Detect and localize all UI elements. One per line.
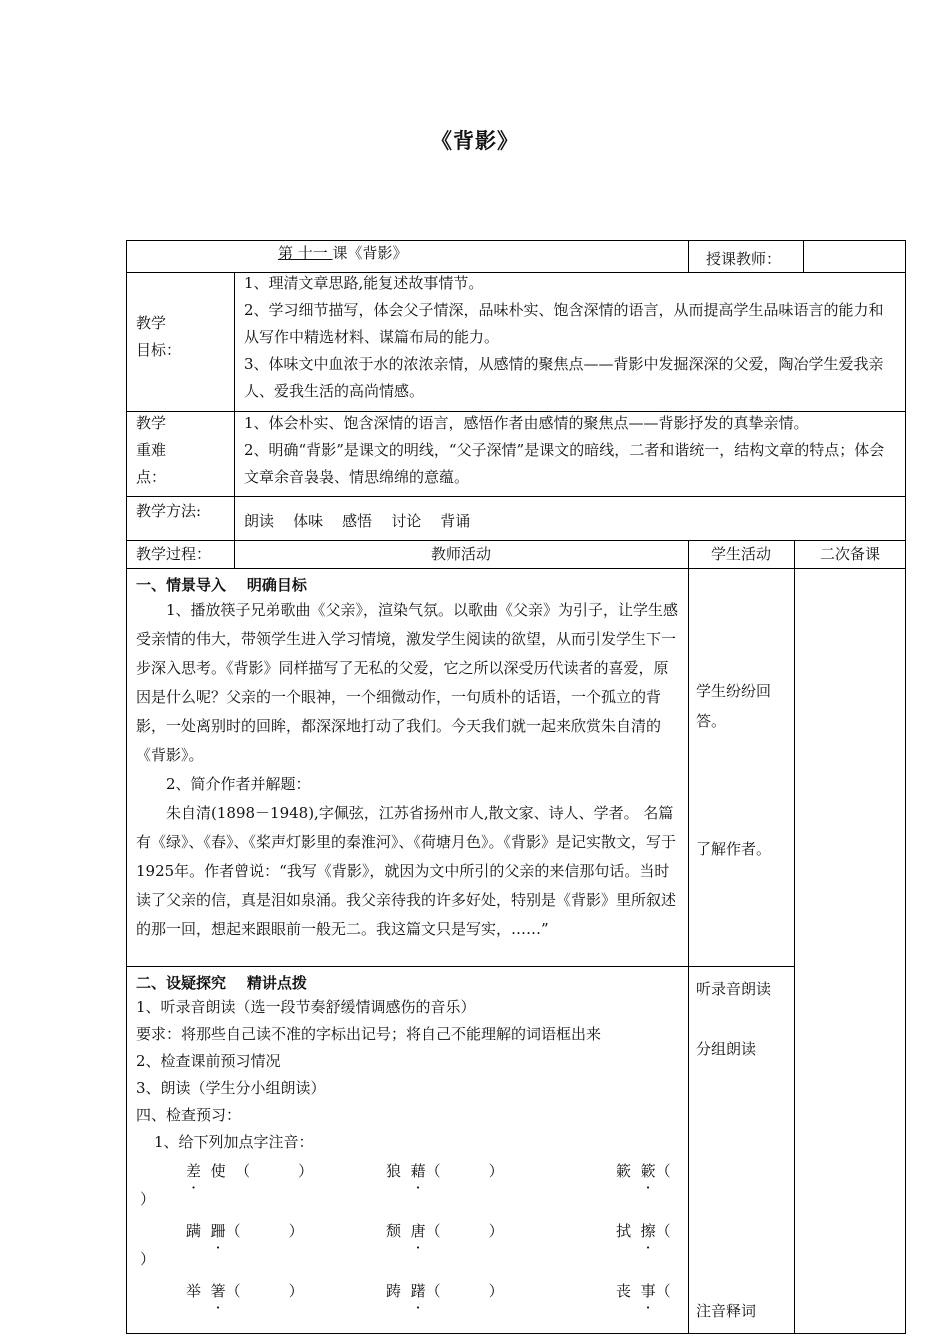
lesson-number: 第 十一 [278,244,333,262]
answer-open-paren: （ [225,1222,241,1240]
pinyin-dotted-char: 事 [640,1282,656,1300]
pinyin-char: 狼 [386,1162,402,1180]
key-points-content [244,410,898,491]
table-border-top [126,240,906,241]
lesson-title [278,240,408,267]
pinyin-dotted-char: 藉 [410,1162,426,1180]
pinyin-char: 簌 [616,1162,632,1180]
pinyin-char: 举 [186,1282,202,1300]
pinyin-char: 颓 [386,1222,402,1240]
answer-open-paren: （ [425,1162,441,1180]
section1-paragraph: 2、简介作者并解题： [166,775,311,793]
key-point-item: 2、明确“背影”是课文的明线，“父子深情”是课文的暗线，二者和谐统一，结构文章的特点；体会文章余音袅袅、情思绵绵的意蕴。 [244,441,885,486]
lesson-plan-table [126,240,906,1334]
pinyin-dotted-char: 箸 [210,1282,226,1300]
section2-line: 1、听录音朗读（选一段节奏舒缓情调感伤的音乐） [136,998,476,1016]
section1-paragraph: 朱自清(1898－1948),字佩弦，江苏省扬州市人,散文家、诗人、学者。 名篇有《绿》、《春》、《桨声灯影里的秦淮河》、《荷塘月色》。《背影》是记实散文，写于1925年。作者曾说：“我写《背影》，就因为文中所引的父亲的来信那句话。当时读了父亲的信，真是泪如泉涌。我父亲待我的许多好处，特别是《背影》里所叙述的那一回，想起来跟眼前一般无二。我这篇文只是写实，……” [136,804,677,938]
table-border-right [905,240,906,1334]
pinyin-dotted-char: 擦 [640,1222,656,1240]
answer-open-paren: （ [655,1162,671,1180]
student-annotate: 注音释词 [696,1302,757,1320]
pinyin-item [186,1158,313,1185]
pinyin-dotted-char: 簌 [640,1162,656,1180]
process-label: 教学过程： [136,545,212,563]
pinyin-dotted-char: 使 [210,1162,226,1180]
answer-open-paren: （ [425,1282,441,1300]
answer-close-paren: ） [288,1282,304,1300]
pinyin-char: 丧 [616,1282,632,1300]
page-title: 《背影》 [431,128,519,153]
col-divider [688,540,689,1334]
pinyin-char: 蹒 [186,1222,202,1240]
section2-content [136,972,681,1156]
section2-heading: 二、设疑探究 精讲点拨 [136,974,307,992]
student-group-read: 分组朗读 [696,1040,757,1058]
pinyin-item [386,1158,504,1185]
table-border-left [126,240,127,1334]
teacher-activity-header: 教师活动 [430,545,491,563]
pinyin-dotted-char: 躇 [410,1282,426,1300]
pinyin-item [386,1278,504,1305]
methods-value: 朗读 体味 感悟 讨论 背诵 [244,512,471,530]
answer-close-paren: ） [488,1282,504,1300]
pinyin-item [616,1278,671,1305]
table-border-bottom [126,1333,906,1334]
pinyin-char: 踌 [386,1282,402,1300]
key-points-label: 教学 重难 点： [136,414,167,486]
answer-close-paren: ） [288,1222,304,1240]
row-divider [126,966,794,967]
answer-close-paren: ） [140,1190,156,1208]
objective-item: 1、理清文章思路,能复述故事情节。 [244,274,484,292]
student-understand-author: 了解作者。 [696,840,772,858]
answer-close-paren: ） [488,1222,504,1240]
section2-line: 3、朗读（学生分小组朗读） [136,1079,326,1097]
answer-open-paren: （ [235,1162,251,1180]
methods-label: 教学方法: [136,502,202,520]
row-divider [126,496,906,497]
key-point-item: 1、体会朴实、饱含深情的语言，感悟作者由感情的聚焦点——背影抒发的真挚亲情。 [244,414,809,432]
answer-open-paren: （ [655,1222,671,1240]
answer-open-paren: （ [225,1282,241,1300]
second-prep-header: 二次备课 [819,545,880,563]
student-response: 学生纷纷回答。 [696,682,772,730]
objective-item: 3、体味文中血浓于水的浓浓亲情，从感情的聚焦点——背影中发掘深深的父爱，陶冶学生爱我亲人、爱我生活的高尚情感。 [244,355,884,400]
section1-heading: 一、情景导入 明确目标 [136,576,307,594]
pinyin-item [186,1278,304,1305]
student-activity-header: 学生活动 [710,545,771,563]
col-divider [803,240,804,273]
col-divider [794,540,795,1334]
objectives-content [244,270,898,405]
col-divider [234,272,235,541]
answer-close-paren: ） [488,1162,504,1180]
section2-line: 2、检查课前预习情况 [136,1052,281,1070]
student-listen: 听录音朗读 [696,980,772,998]
row-divider [126,568,906,569]
section2-line: 要求：将那些自己读不准的字标出记号；将自己不能理解的词语框出来 [136,1025,602,1043]
answer-close-paren: ） [298,1162,314,1180]
objective-item: 2、学习细节描写，体会父子情深，品味朴实、饱含深情的语言，从而提高学生品味语言的能力和从写作中精选材料、谋篇布局的能力。 [244,301,884,346]
pinyin-char: 拭 [616,1222,632,1240]
objectives-label: 教学 目标： [136,314,182,359]
pinyin-item [186,1218,304,1245]
pinyin-dotted-char: 跚 [210,1222,226,1240]
pinyin-dotted-char: 唐 [410,1222,426,1240]
section2-line: 1、给下列加点字注音： [154,1133,314,1151]
section1-paragraph: 1、播放筷子兄弟歌曲《父亲》，渲染气氛。以歌曲《父亲》为引子，让学生感受亲情的伟大，带领学生进入学习情境，激发学生阅读的欲望，从而引发学生下一步深入思考。《背影》同样描写了无私的父爱，它之所以深受历代读者的喜爱，原因是什么呢？父亲的一个眼神，一个细微动作，一句质朴的话语，一个孤立的背影，一处离别时的回眸，都深深地打动了我们。今天我们就一起来欣赏朱自清的《背影》。 [136,601,679,764]
pinyin-item [386,1218,504,1245]
lesson-name: 课《背影》 [332,244,408,262]
answer-open-paren: （ [655,1282,671,1300]
pinyin-item [616,1158,671,1185]
pinyin-char: 差 [186,1162,202,1180]
answer-close-paren: ） [140,1250,156,1268]
section1-content [136,574,681,944]
pinyin-item [616,1218,671,1245]
section2-line: 四、检查预习： [136,1106,242,1124]
col-divider [688,240,689,273]
answer-open-paren: （ [425,1222,441,1240]
teacher-label: 授课教师： [706,250,782,268]
